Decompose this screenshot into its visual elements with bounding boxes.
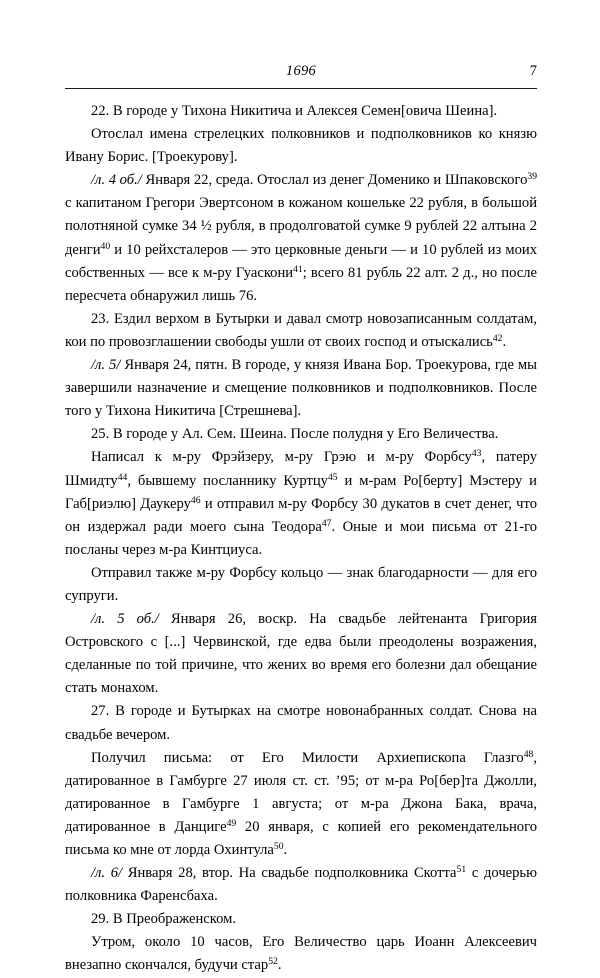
- paragraph-poluchil-pisma: [65, 747, 537, 862]
- paragraph-text: Утром, около 10 часов, Его Величество царь Иоанн Алексеевич внезапно скончался, будучи стар$^{52}$.: [65, 934, 537, 974]
- footnote-ref-50: 50: [273, 841, 284, 852]
- paragraph-text: Получил письма: от Его Милости Архиепископа Глазго$^{48}$, датированное в Гамбурге 27 июля ст. ст. ’95; от м-ра Ро[бер]та Джолли, датированное в Гамбурге 1 августа; от м-ра Джона Бака, врача, датированное в Данциге$^{49}$ 20 января, с копией его рекомендательного письма ко мне от лорда Охинтула$^{50}$.: [65, 748, 538, 858]
- paragraph-entry-29: [65, 908, 537, 931]
- paragraph-text: Написал к м-ру Фрэйзеру, м-ру Грэю и м-ру Форбсу$^{43}$, патеру Шмидту$^{44}$, бывшему посланнику Куртцу$^{45}$ и м-рам Ро[берту] Мэстеру и Габ[риэлю] Даукеру$^{46}$ и отправил м-ру Форбсу 30 дукатов в счет денег, что он издержал ради моего сына Теодора$^{47}$. Оные и мои письма от 21-го посланы через м-ра Кинтциуса.: [65, 448, 538, 558]
- body-text: [65, 100, 537, 978]
- paragraph-entry-25: [65, 423, 537, 446]
- paragraph-text: 29. В Преображенском.: [91, 911, 236, 928]
- paragraph-otoslal-imena: [65, 123, 537, 169]
- paragraph-folio-4ob: [65, 169, 537, 308]
- footnote-ref-47: 47: [321, 517, 332, 529]
- running-head: [65, 62, 537, 84]
- footnote-ref-46: 46: [190, 494, 201, 506]
- folio-marker: /л. 4 об./: [91, 172, 142, 189]
- footnote-ref-40: 40: [100, 240, 111, 252]
- paragraph-text: 25. В городе у Ал. Сем. Шеина. После полудня у Его Величества.: [91, 426, 499, 443]
- paragraph-folio-5: [65, 354, 537, 423]
- folio-marker: /л. 5/: [91, 357, 121, 374]
- footnote-ref-43: 43: [471, 448, 482, 460]
- folio-marker: /л. 5 об./: [91, 611, 159, 628]
- paragraph-folio-5ob: [65, 608, 537, 700]
- paragraph-otpravil-kolco: [65, 562, 537, 608]
- paragraph-text: Января 26, воскр. На свадьбе лейтенанта Григория Островского с [...] Червинской, где едва были преодолены возражения, сделанные по той причине, что жених во время его болезни дал обещание стать монахом.: [65, 611, 538, 697]
- paragraph-entry-23: [65, 308, 537, 354]
- paragraph-text: Отослал имена стрелецких полковников и подполковников ко князю Ивану Борис. [Троекурову].: [65, 126, 537, 166]
- footnote-ref-49: 49: [226, 817, 237, 829]
- paragraph-entry-27: [65, 700, 537, 746]
- paragraph-napisal: [65, 446, 537, 561]
- paragraph-text: 27. В городе и Бутырках на смотре новонабранных солдат. Снова на свадьбе вечером.: [65, 703, 537, 743]
- footnote-ref-39: 39: [527, 171, 537, 183]
- footnote-ref-41: 41: [293, 263, 303, 275]
- footnote-ref-52: 52: [268, 956, 278, 968]
- footnote-ref-51: 51: [456, 864, 467, 876]
- paragraph-entry-22: [65, 100, 537, 123]
- page-number: 7: [529, 63, 537, 79]
- running-head-year: 1696: [285, 63, 317, 79]
- footnote-ref-44: 44: [117, 471, 128, 483]
- paragraph-utrom: [65, 931, 537, 977]
- paragraph-text: Января 24, пятн. В городе, у князя Ивана Бор. Троекурова, где мы завершили назначение и смещение полковников и подполковников. После того у Тихона Никитича [Стрешнева].: [65, 357, 537, 420]
- footnote-ref-45: 45: [327, 471, 338, 483]
- footnote-ref-48: 48: [523, 748, 534, 760]
- paragraph-text: 22. В городе у Тихона Никитича и Алексея Семен[овича Шеина].: [91, 103, 498, 119]
- header-rule: [65, 88, 537, 89]
- paragraph-text: Января 22, среда. Отослал из денег Доменико и Шпаковского$^{39}$ с капитаном Грегори Эвертсоном в кожаном кошельке 22 рубля, в большой полотняной сумке 34 ½ рубля, в продолговатой сумке 9 рублей 22 алтына 2 денги$^{40}$ и 10 рейхсталеров — это церковные деньги — и 10 рублей из моих собственных — все к м-ру Гуаскони$^{41}$; всего 81 рубль 22 алт. 2 д., но после пересчета обнаружил лишь 76.: [65, 171, 537, 304]
- paragraph-text: Января 28, втор. На свадьбе подполковника Скотта$^{51}$ с дочерью полковника Фаренсбаха.: [65, 864, 537, 905]
- footnote-ref-42: 42: [492, 332, 503, 344]
- paragraph-folio-6: [65, 862, 537, 908]
- folio-marker: /л. 6/: [91, 865, 123, 882]
- paragraph-text: Отправил также м-ру Форбсу кольцо — знак благодарности — для его супруги.: [65, 564, 537, 604]
- paragraph-text: 23. Ездил верхом в Бутырки и давал смотр новозаписанным солдатам, кои по провозглашении свободы ушли от своих господ и отыскались$^{42}$.: [65, 310, 537, 350]
